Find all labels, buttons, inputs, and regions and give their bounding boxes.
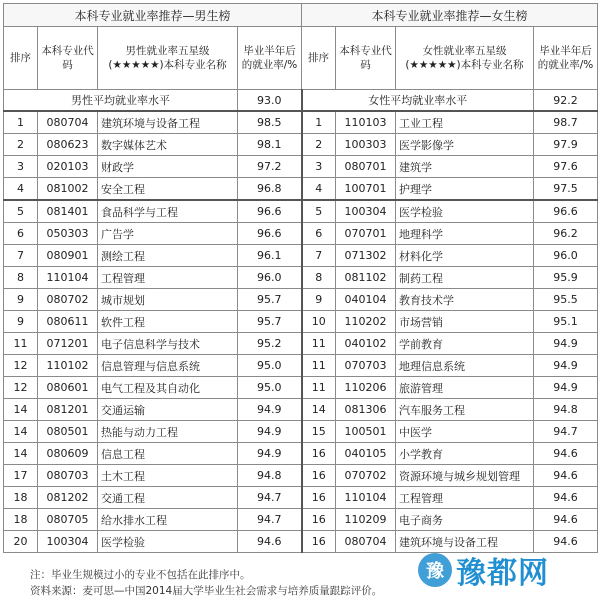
table-row [4, 487, 598, 509]
male-rate-cell: 96.8 [238, 178, 302, 201]
male-code-cell: 080901 [38, 245, 98, 267]
male-rate-cell: 95.7 [238, 289, 302, 311]
female-code-cell: 070701 [336, 223, 396, 245]
male-rank-cell: 14 [4, 421, 38, 443]
female-code-cell: 110206 [336, 377, 396, 399]
female-name-cell: 建筑环境与设备工程 [396, 531, 534, 553]
male-name-cell: 工程管理 [98, 267, 238, 289]
table-row [4, 267, 598, 289]
male-rank-cell: 9 [4, 311, 38, 333]
female-rank-cell: 16 [302, 465, 336, 487]
female-rate-cell: 94.6 [534, 487, 598, 509]
male-name-cell: 测绘工程 [98, 245, 238, 267]
male-header-rank: 排序 [4, 27, 38, 90]
footnote-note: 注：毕业生规模过小的专业不包括在此排序中。 [30, 569, 251, 581]
female-rank-cell: 11 [302, 377, 336, 399]
female-code-cell: 100501 [336, 421, 396, 443]
female-name-cell: 护理学 [396, 178, 534, 201]
male-name-cell: 医学检验 [98, 531, 238, 553]
female-rank-cell: 3 [302, 156, 336, 178]
male-rank-cell: 14 [4, 399, 38, 421]
male-name-cell: 财政学 [98, 156, 238, 178]
female-rate-cell: 94.6 [534, 443, 598, 465]
table-row [4, 509, 598, 531]
male-header-rate: 毕业半年后的就业率/% [238, 27, 302, 90]
male-code-cell: 100304 [38, 531, 98, 553]
male-header-code: 本科专业代码 [38, 27, 98, 90]
male-rate-cell: 96.0 [238, 267, 302, 289]
male-rate-cell: 98.5 [238, 111, 302, 134]
table-row [4, 377, 598, 399]
female-rank-cell: 4 [302, 178, 336, 201]
watermark-text: 豫都网 [456, 556, 549, 591]
male-rank-cell: 7 [4, 245, 38, 267]
male-name-cell: 广告学 [98, 223, 238, 245]
male-rate-cell: 94.8 [238, 465, 302, 487]
table-row [4, 443, 598, 465]
female-name-cell: 旅游管理 [396, 377, 534, 399]
male-rank-cell: 8 [4, 267, 38, 289]
male-name-cell: 交通工程 [98, 487, 238, 509]
female-name-cell: 中医学 [396, 421, 534, 443]
table-row [4, 289, 598, 311]
female-code-cell: 080704 [336, 531, 396, 553]
female-rate-cell: 95.1 [534, 311, 598, 333]
female-rank-cell: 9 [302, 289, 336, 311]
table-row [4, 465, 598, 487]
male-rank-cell: 14 [4, 443, 38, 465]
male-name-cell: 电气工程及其自动化 [98, 377, 238, 399]
table-row [4, 333, 598, 355]
male-code-cell: 080704 [38, 111, 98, 134]
male-name-cell: 建筑环境与设备工程 [98, 111, 238, 134]
male-rate-cell: 95.2 [238, 333, 302, 355]
watermark [418, 542, 598, 598]
female-code-cell: 081102 [336, 267, 396, 289]
female-name-cell: 小学教育 [396, 443, 534, 465]
female-code-cell: 100303 [336, 134, 396, 156]
female-rate-cell: 96.2 [534, 223, 598, 245]
female-name-cell: 制药工程 [396, 267, 534, 289]
female-rate-cell: 94.9 [534, 377, 598, 399]
female-header-code: 本科专业代码 [336, 27, 396, 90]
male-rank-cell: 18 [4, 509, 38, 531]
female-rate-cell: 96.0 [534, 245, 598, 267]
female-rank-cell: 8 [302, 267, 336, 289]
male-name-cell: 软件工程 [98, 311, 238, 333]
male-code-cell: 071201 [38, 333, 98, 355]
male-code-cell: 080501 [38, 421, 98, 443]
female-header-name: 女性就业率五星级(★★★★★)本科专业名称 [396, 27, 534, 90]
female-code-cell: 080701 [336, 156, 396, 178]
male-name-cell: 信息工程 [98, 443, 238, 465]
table-row [4, 311, 598, 333]
male-name-cell: 交通运输 [98, 399, 238, 421]
female-table-title: 本科专业就业率推荐—女生榜 [302, 4, 598, 27]
female-rate-cell: 97.5 [534, 178, 598, 201]
male-rank-cell: 6 [4, 223, 38, 245]
male-rate-cell: 94.9 [238, 421, 302, 443]
female-code-cell: 100304 [336, 200, 396, 223]
male-name-cell: 数字媒体艺术 [98, 134, 238, 156]
male-rate-cell: 95.0 [238, 355, 302, 377]
male-name-cell: 热能与动力工程 [98, 421, 238, 443]
table-row [4, 200, 598, 223]
male-rank-cell: 2 [4, 134, 38, 156]
male-code-cell: 110102 [38, 355, 98, 377]
average-row [4, 90, 598, 112]
female-rate-cell: 97.9 [534, 134, 598, 156]
female-rank-cell: 6 [302, 223, 336, 245]
female-rate-cell: 94.9 [534, 355, 598, 377]
female-rank-cell: 16 [302, 509, 336, 531]
female-name-cell: 资源环境与城乡规划管理 [396, 465, 534, 487]
male-rank-cell: 20 [4, 531, 38, 553]
male-rank-cell: 18 [4, 487, 38, 509]
ranking-table-container [3, 3, 597, 553]
male-name-cell: 信息管理与信息系统 [98, 355, 238, 377]
table-row [4, 223, 598, 245]
male-name-cell: 给水排水工程 [98, 509, 238, 531]
female-code-cell: 100701 [336, 178, 396, 201]
footnote-source: 资料来源：麦可思—中国2014届大学毕业生社会需求与培养质量跟踪评价。 [30, 585, 383, 597]
female-header-rate: 毕业半年后的就业率/% [534, 27, 598, 90]
table-row [4, 178, 598, 201]
male-rate-cell: 94.9 [238, 443, 302, 465]
female-name-cell: 地理科学 [396, 223, 534, 245]
male-rate-cell: 96.1 [238, 245, 302, 267]
female-rate-cell: 94.9 [534, 333, 598, 355]
male-rank-cell: 12 [4, 377, 38, 399]
male-code-cell: 080702 [38, 289, 98, 311]
table-row [4, 111, 598, 134]
male-rate-cell: 94.7 [238, 487, 302, 509]
female-rate-cell: 96.6 [534, 200, 598, 223]
female-average-label: 女性平均就业率水平 [302, 90, 534, 112]
female-name-cell: 材料化学 [396, 245, 534, 267]
female-name-cell: 地理信息系统 [396, 355, 534, 377]
male-code-cell: 050303 [38, 223, 98, 245]
female-rate-cell: 95.5 [534, 289, 598, 311]
female-rank-cell: 11 [302, 333, 336, 355]
male-rate-cell: 98.1 [238, 134, 302, 156]
female-code-cell: 110202 [336, 311, 396, 333]
female-name-cell: 电子商务 [396, 509, 534, 531]
male-code-cell: 080623 [38, 134, 98, 156]
male-rank-cell: 3 [4, 156, 38, 178]
male-code-cell: 081201 [38, 399, 98, 421]
female-name-cell: 建筑学 [396, 156, 534, 178]
female-code-cell: 110104 [336, 487, 396, 509]
male-rate-cell: 95.0 [238, 377, 302, 399]
male-rank-cell: 5 [4, 200, 38, 223]
female-rate-cell: 98.7 [534, 111, 598, 134]
female-rate-cell: 94.8 [534, 399, 598, 421]
female-rank-cell: 7 [302, 245, 336, 267]
female-rate-cell: 94.7 [534, 421, 598, 443]
male-rank-cell: 1 [4, 111, 38, 134]
watermark-logo-icon: 豫 [418, 553, 452, 587]
male-average-label: 男性平均就业率水平 [4, 90, 238, 112]
female-rate-cell: 94.6 [534, 509, 598, 531]
female-code-cell: 110103 [336, 111, 396, 134]
female-rate-cell: 97.6 [534, 156, 598, 178]
male-rank-cell: 11 [4, 333, 38, 355]
female-rank-cell: 15 [302, 421, 336, 443]
male-rate-cell: 96.6 [238, 223, 302, 245]
male-name-cell: 土木工程 [98, 465, 238, 487]
table-row [4, 399, 598, 421]
table-row [4, 134, 598, 156]
male-rate-cell: 94.7 [238, 509, 302, 531]
male-rank-cell: 12 [4, 355, 38, 377]
female-rank-cell: 1 [302, 111, 336, 134]
female-code-cell: 070703 [336, 355, 396, 377]
female-rank-cell: 16 [302, 443, 336, 465]
female-header-rank: 排序 [302, 27, 336, 90]
female-rank-cell: 16 [302, 531, 336, 553]
male-code-cell: 080705 [38, 509, 98, 531]
female-rank-cell: 2 [302, 134, 336, 156]
male-rate-cell: 95.7 [238, 311, 302, 333]
ranking-table [3, 3, 598, 553]
female-rate-cell: 94.6 [534, 531, 598, 553]
female-code-cell: 040102 [336, 333, 396, 355]
table-row [4, 245, 598, 267]
male-rank-cell: 17 [4, 465, 38, 487]
female-name-cell: 工程管理 [396, 487, 534, 509]
female-code-cell: 040104 [336, 289, 396, 311]
male-rate-cell: 94.6 [238, 531, 302, 553]
female-name-cell: 汽车服务工程 [396, 399, 534, 421]
female-rank-cell: 10 [302, 311, 336, 333]
female-rank-cell: 16 [302, 487, 336, 509]
female-code-cell: 081306 [336, 399, 396, 421]
male-table-title: 本科专业就业率推荐—男生榜 [4, 4, 302, 27]
female-name-cell: 工业工程 [396, 111, 534, 134]
female-code-cell: 040105 [336, 443, 396, 465]
male-code-cell: 080611 [38, 311, 98, 333]
male-name-cell: 食品科学与工程 [98, 200, 238, 223]
female-rank-cell: 11 [302, 355, 336, 377]
table-row [4, 421, 598, 443]
male-header-name: 男性就业率五星级(★★★★★)本科专业名称 [98, 27, 238, 90]
female-name-cell: 学前教育 [396, 333, 534, 355]
ranking-table-body [4, 90, 598, 553]
female-rate-cell: 95.9 [534, 267, 598, 289]
table-row [4, 156, 598, 178]
female-code-cell: 070702 [336, 465, 396, 487]
female-name-cell: 医学检验 [396, 200, 534, 223]
male-code-cell: 080601 [38, 377, 98, 399]
male-code-cell: 081002 [38, 178, 98, 201]
male-rank-cell: 4 [4, 178, 38, 201]
female-rank-cell: 5 [302, 200, 336, 223]
male-code-cell: 080609 [38, 443, 98, 465]
female-rate-cell: 94.6 [534, 465, 598, 487]
male-code-cell: 081202 [38, 487, 98, 509]
male-average-value: 93.0 [238, 90, 302, 112]
male-code-cell: 081401 [38, 200, 98, 223]
female-rank-cell: 14 [302, 399, 336, 421]
female-average-value: 92.2 [534, 90, 598, 112]
male-rate-cell: 94.9 [238, 399, 302, 421]
male-name-cell: 电子信息科学与技术 [98, 333, 238, 355]
table-row [4, 355, 598, 377]
male-code-cell: 080703 [38, 465, 98, 487]
male-name-cell: 安全工程 [98, 178, 238, 201]
female-code-cell: 071302 [336, 245, 396, 267]
female-name-cell: 市场营销 [396, 311, 534, 333]
male-rate-cell: 97.2 [238, 156, 302, 178]
male-rank-cell: 9 [4, 289, 38, 311]
female-code-cell: 110209 [336, 509, 396, 531]
male-code-cell: 020103 [38, 156, 98, 178]
male-code-cell: 110104 [38, 267, 98, 289]
male-name-cell: 城市规划 [98, 289, 238, 311]
female-name-cell: 医学影像学 [396, 134, 534, 156]
female-name-cell: 教育技术学 [396, 289, 534, 311]
male-rate-cell: 96.6 [238, 200, 302, 223]
